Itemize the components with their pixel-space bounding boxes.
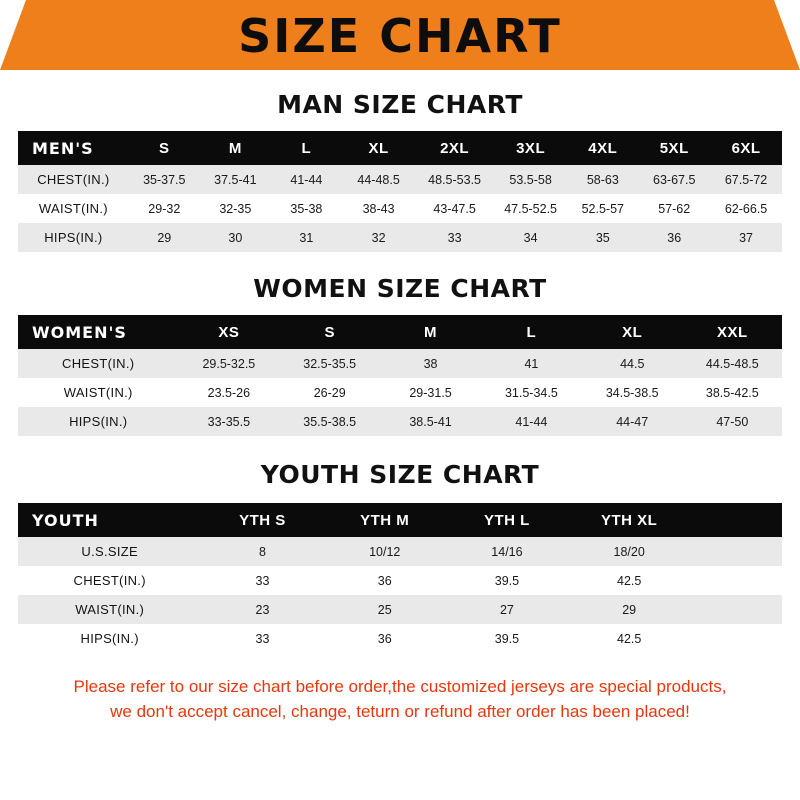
table-cell-spacer <box>690 624 782 653</box>
table-header-cell: L <box>271 131 342 165</box>
table-cell: 31.5-34.5 <box>481 378 582 407</box>
table-cell: 32.5-35.5 <box>279 349 380 378</box>
table-cell: 18/20 <box>568 537 690 566</box>
table-header-cell: S <box>279 315 380 349</box>
table-cell: 39.5 <box>446 624 568 653</box>
table-header-cell: XS <box>178 315 279 349</box>
table-cell: 29.5-32.5 <box>178 349 279 378</box>
table-row <box>18 624 782 653</box>
table-cell: 33-35.5 <box>178 407 279 436</box>
table-cell: 35 <box>567 223 638 252</box>
table-row <box>18 194 782 223</box>
table-header-row <box>18 315 782 349</box>
banner-corner-left <box>0 0 26 70</box>
table-cell: 35-37.5 <box>129 165 200 194</box>
table-cell: 29-31.5 <box>380 378 481 407</box>
table-cell: 37 <box>710 223 782 252</box>
table-cell: 35-38 <box>271 194 342 223</box>
footer-note-line-2: we don't accept cancel, change, teturn or refund after order has been placed! <box>110 701 690 721</box>
table-header-cell: 6XL <box>710 131 782 165</box>
table-cell: 36 <box>638 223 710 252</box>
table-cell: 10/12 <box>324 537 446 566</box>
table-cell: 44.5-48.5 <box>683 349 782 378</box>
table-cell: 67.5-72 <box>710 165 782 194</box>
table-header-cell: YTH XL <box>568 503 690 537</box>
table-header-cell: M <box>380 315 481 349</box>
table-cell: 57-62 <box>638 194 710 223</box>
table-header-cell: XL <box>582 315 683 349</box>
table-header-spacer <box>690 503 782 537</box>
table-cell: 58-63 <box>567 165 638 194</box>
table-header-cell: 4XL <box>567 131 638 165</box>
table-cell: 26-29 <box>279 378 380 407</box>
table-cell: 34 <box>494 223 567 252</box>
table-header-cell: XL <box>342 131 415 165</box>
table-header-cell: YTH L <box>446 503 568 537</box>
table-header-row <box>18 131 782 165</box>
table-header-cell: YTH S <box>201 503 323 537</box>
table-row <box>18 223 782 252</box>
table-row <box>18 378 782 407</box>
table-header-cell: YTH M <box>324 503 446 537</box>
table-row <box>18 165 782 194</box>
women-section-title: WOMEN SIZE CHART <box>253 274 547 303</box>
row-label: HIPS(IN.) <box>18 223 129 252</box>
table-cell: 63-67.5 <box>638 165 710 194</box>
table-header-cell: 2XL <box>415 131 494 165</box>
table-cell: 29-32 <box>129 194 200 223</box>
table-cell: 38-43 <box>342 194 415 223</box>
table-cell: 23 <box>201 595 323 624</box>
table-cell: 47.5-52.5 <box>494 194 567 223</box>
table-cell: 44-48.5 <box>342 165 415 194</box>
women-size-table <box>18 315 782 436</box>
row-label: HIPS(IN.) <box>18 407 178 436</box>
table-row <box>18 537 782 566</box>
row-label: WAIST(IN.) <box>18 595 201 624</box>
table-cell: 53.5-58 <box>494 165 567 194</box>
table-row <box>18 349 782 378</box>
table-cell: 39.5 <box>446 566 568 595</box>
table-header-cell: M <box>200 131 271 165</box>
table-cell: 32-35 <box>200 194 271 223</box>
row-label: CHEST(IN.) <box>18 349 178 378</box>
table-cell: 33 <box>201 566 323 595</box>
row-label: U.S.SIZE <box>18 537 201 566</box>
table-cell: 44.5 <box>582 349 683 378</box>
table-cell: 36 <box>324 624 446 653</box>
table-row <box>18 595 782 624</box>
youth-size-table <box>18 503 782 653</box>
man-size-table <box>18 131 782 252</box>
table-cell: 41 <box>481 349 582 378</box>
table-cell: 38 <box>380 349 481 378</box>
table-cell: 35.5-38.5 <box>279 407 380 436</box>
table-cell: 27 <box>446 595 568 624</box>
table-cell: 42.5 <box>568 566 690 595</box>
table-cell: 41-44 <box>481 407 582 436</box>
table-header-cell: 5XL <box>638 131 710 165</box>
table-cell: 23.5-26 <box>178 378 279 407</box>
table-cell: 47-50 <box>683 407 782 436</box>
table-cell-spacer <box>690 595 782 624</box>
table-row <box>18 407 782 436</box>
table-cell: 25 <box>324 595 446 624</box>
man-section-title: MAN SIZE CHART <box>277 90 523 119</box>
table-cell: 44-47 <box>582 407 683 436</box>
row-label: WAIST(IN.) <box>18 194 129 223</box>
table-header-cell: MEN'S <box>18 131 129 165</box>
table-cell: 38.5-42.5 <box>683 378 782 407</box>
page-title: SIZE CHART <box>238 9 562 63</box>
table-cell: 52.5-57 <box>567 194 638 223</box>
row-label: HIPS(IN.) <box>18 624 201 653</box>
table-cell: 41-44 <box>271 165 342 194</box>
youth-section-title: YOUTH SIZE CHART <box>260 460 540 489</box>
table-cell: 30 <box>200 223 271 252</box>
table-cell: 42.5 <box>568 624 690 653</box>
table-header-cell: YOUTH <box>18 503 201 537</box>
row-label: WAIST(IN.) <box>18 378 178 407</box>
page-banner <box>0 0 800 70</box>
table-row <box>18 566 782 595</box>
table-header-cell: WOMEN'S <box>18 315 178 349</box>
table-cell: 29 <box>129 223 200 252</box>
footer-note <box>0 675 800 724</box>
table-cell: 37.5-41 <box>200 165 271 194</box>
table-cell: 31 <box>271 223 342 252</box>
table-header-cell: S <box>129 131 200 165</box>
table-header-cell: 3XL <box>494 131 567 165</box>
table-cell: 38.5-41 <box>380 407 481 436</box>
footer-note-line-1: Please refer to our size chart before order,the customized jerseys are special products, <box>73 677 727 696</box>
table-cell: 32 <box>342 223 415 252</box>
table-cell: 48.5-53.5 <box>415 165 494 194</box>
table-header-row <box>18 503 782 537</box>
table-cell: 14/16 <box>446 537 568 566</box>
table-cell: 62-66.5 <box>710 194 782 223</box>
row-label: CHEST(IN.) <box>18 165 129 194</box>
table-cell: 8 <box>201 537 323 566</box>
table-cell: 33 <box>201 624 323 653</box>
table-cell: 29 <box>568 595 690 624</box>
table-cell: 43-47.5 <box>415 194 494 223</box>
table-header-cell: L <box>481 315 582 349</box>
table-cell: 34.5-38.5 <box>582 378 683 407</box>
table-cell-spacer <box>690 566 782 595</box>
banner-corner-right <box>774 0 800 70</box>
table-cell: 33 <box>415 223 494 252</box>
table-cell-spacer <box>690 537 782 566</box>
table-cell: 36 <box>324 566 446 595</box>
table-header-cell: XXL <box>683 315 782 349</box>
page-content <box>0 90 800 653</box>
row-label: CHEST(IN.) <box>18 566 201 595</box>
